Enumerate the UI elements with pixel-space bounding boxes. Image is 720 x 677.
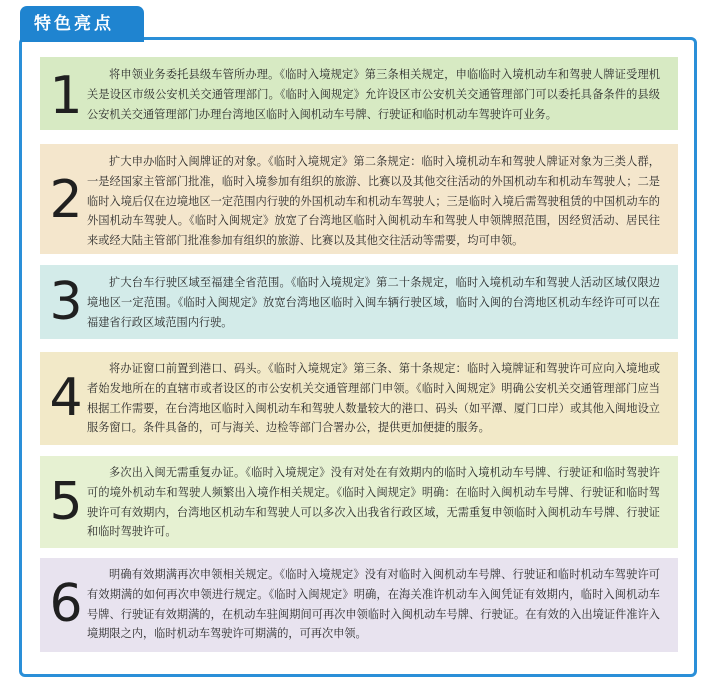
feature-text: 扩大台车行驶区域至福建全省范围。《临时入境规定》第二十条规定，临时入境机动车和驾驶人活动区域仅限边境地区一定范围。《临时入闽规定》放宽台湾地区临时入闽车辆行驶区域，临时入闽的台湾地区机动车经许可可以在福建省行政区域范围内行驶。 xyxy=(87,276,660,329)
feature-number: 3 xyxy=(49,272,83,332)
feature-text: 扩大申办临时入闽牌证的对象。《临时入境规定》第二条规定：临时入境机动车和驾驶人牌证对象为三类人群，一是经国家主管部门批准，临时入境参加有组织的旅游、比赛以及其他交往活动的外国机动车和机动车驾驶人；二是临时入境后仅在边境地区一定范围内行驶的外国机动车和机动车驾驶人；三是临时入境后需驾驶租赁的中国机动车的外国机动车驾驶人。《临时入闽规定》放宽了台湾地区临时入闽机动车和驾驶人申领牌照范围，因经贸活动、居民往来或经大陆主管部门批准参加有组织的旅游、比赛以及其他交往活动等需要，均可申领。 xyxy=(87,155,660,248)
feature-number: 4 xyxy=(49,368,83,428)
feature-text: 明确有效期满再次申领相关规定。《临时入境规定》没有对临时入闽机动车号牌、行驶证和临时机动车驾驶许可有效期满的如何再次申领进行规定。《临时入闽规定》明确，在海关准许机动车入闽凭证有效期内，临时入闽机动车号牌、行驶证有效期满的，在机动车驻闽期间可再次申领临时入闽机动车号牌、行驶证。在有效的入出境证件准许入境期限之内，临时机动车驾驶许可期满的，可再次申领。 xyxy=(87,568,660,641)
feature-text: 将办证窗口前置到港口、码头。《临时入境规定》第三条、第十条规定：临时入境牌证和驾驶许可应向入境地或者始发地所在的直辖市或者设区的市公安机关交通管理部门申领。《临时入闽规定》明确公安机关交通管理部门应当根据工作需要，在台湾地区临时入闽机动车和驾驶人数量较大的港口、码头（如平潭、厦门口岸）或其他入闽地设立服务窗口。条件具备的，可与海关、边检等部门合署办公，提供更加便捷的服务。 xyxy=(87,362,660,435)
feature-number: 2 xyxy=(49,170,83,230)
section-title: 特色亮点 xyxy=(20,6,144,42)
feature-number: 6 xyxy=(49,574,83,634)
feature-card-3 xyxy=(40,265,678,339)
feature-card-1 xyxy=(40,57,678,130)
feature-text: 将申领业务委托县级车管所办理。《临时入境规定》第三条相关规定，申临临时入境机动车和驾驶人牌证受理机关是设区市级公安机关交通管理部门。《临时入闽规定》允许设区市公安机关交通管理部门可以委托具备条件的县级公安机关交通管理部门办理台湾地区临时入闽机动车号牌、行驶证和临时机动车驾驶许可业务。 xyxy=(87,68,660,121)
feature-number: 5 xyxy=(49,472,83,532)
feature-card-6 xyxy=(40,558,678,652)
feature-text: 多次出入闽无需重复办证。《临时入境规定》没有对处在有效期内的临时入境机动车号牌、行驶证和临时驾驶许可的境外机动车和驾驶人频繁出入境作相关规定。《临时入闽规定》明确：在临时入闽机动车号牌、行驶证和临时驾驶许可有效期内，台湾地区机动车和驾驶人可以多次入出我省行政区域，无需重复申领临时入闽机动车号牌、行驶证和临时驾驶许可。 xyxy=(87,466,660,539)
feature-card-2 xyxy=(40,144,678,254)
feature-card-4 xyxy=(40,352,678,445)
feature-number: 1 xyxy=(49,66,83,126)
feature-card-5 xyxy=(40,456,678,548)
